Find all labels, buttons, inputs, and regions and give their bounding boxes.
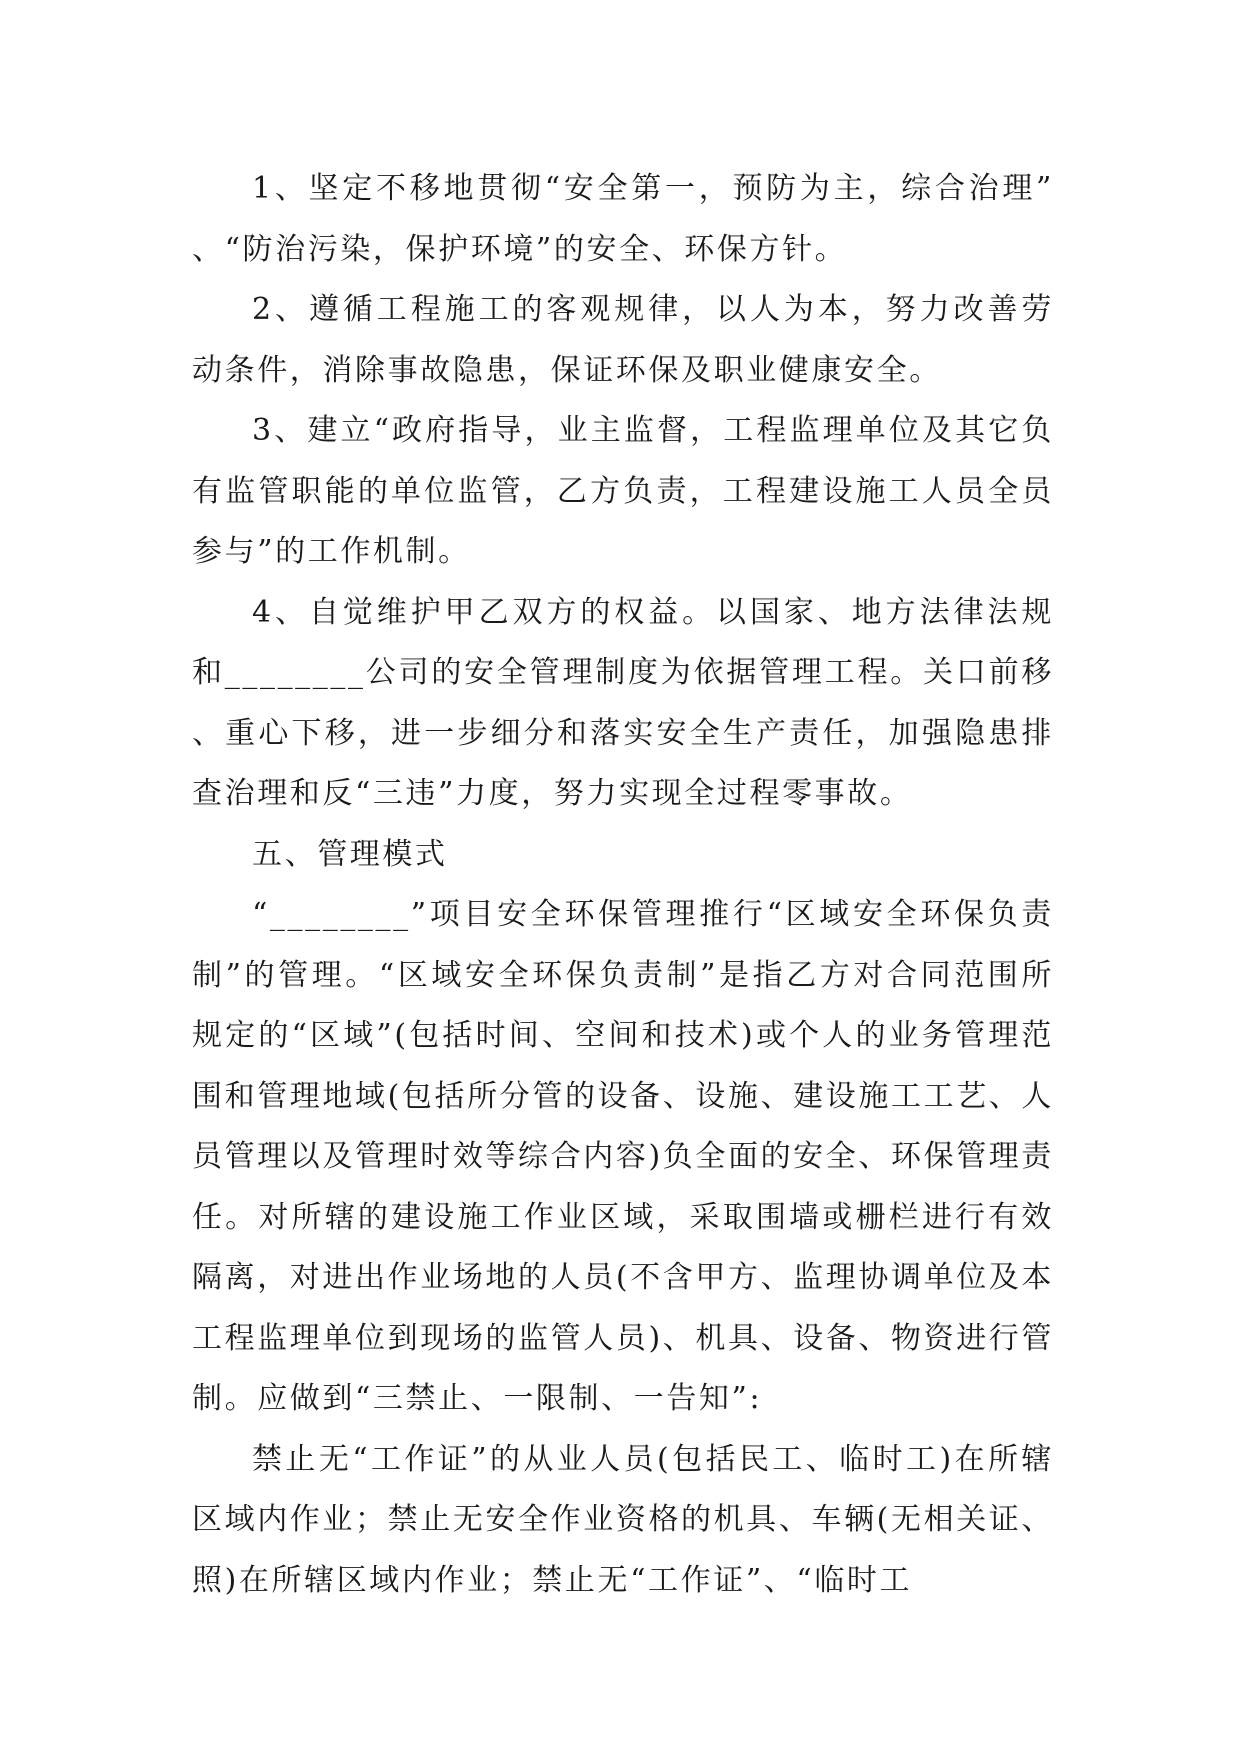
section-paragraph-1: “________”项目安全环保管理推行“区域安全环保负责制”的管理。“区域安全环保负责制”是指乙方对合同范围所规定的“区域”(包括时间、空间和技术)或个人的业务管理范围和管理地域(包括所分管的设备、设施、建设施工工艺、人员管理以及管理时效等综合内容)负全面的安全、环保管理责任。对所辖的建设施工作业区域，采取围墙或栅栏进行有效隔离，对进出作业场地的人员(不含甲方、监理协调单位及本工程监理单位到现场的监管人员)、机具、设备、物资进行管制。应做到“三禁止、一限制、一告知”:: [192, 897, 1054, 1416]
section-heading: 五、管理模式: [252, 836, 448, 872]
document-body: [192, 159, 1054, 1611]
paragraph-1: 1、坚定不移地贯彻“安全第一，预防为主，综合治理”、“防治污染，保护环境”的安全、环保方针。: [192, 171, 1054, 267]
paragraph-3: 3、建立“政府指导，业主监督，工程监理单位及其它负有监管职能的单位监管，乙方负责，工程建设施工人员全员参与”的工作机制。: [192, 413, 1054, 569]
paragraph-4: 4、自觉维护甲乙双方的权益。以国家、地方法律法规和________公司的安全管理制度为依据管理工程。关口前移、重心下移，进一步细分和落实安全生产责任，加强隐患排查治理和反“三违”力度，努力实现全过程零事故。: [192, 594, 1054, 811]
section-paragraph-2: 禁止无“工作证”的从业人员(包括民工、临时工)在所辖区域内作业；禁止无安全作业资格的机具、车辆(无相关证、照)在所辖区域内作业；禁止无“工作证”、“临时工: [192, 1441, 1054, 1598]
paragraph-2: 2、遵循工程施工的客观规律，以人为本，努力改善劳动条件，消除事故隐患，保证环保及职业健康安全。: [192, 292, 1054, 388]
